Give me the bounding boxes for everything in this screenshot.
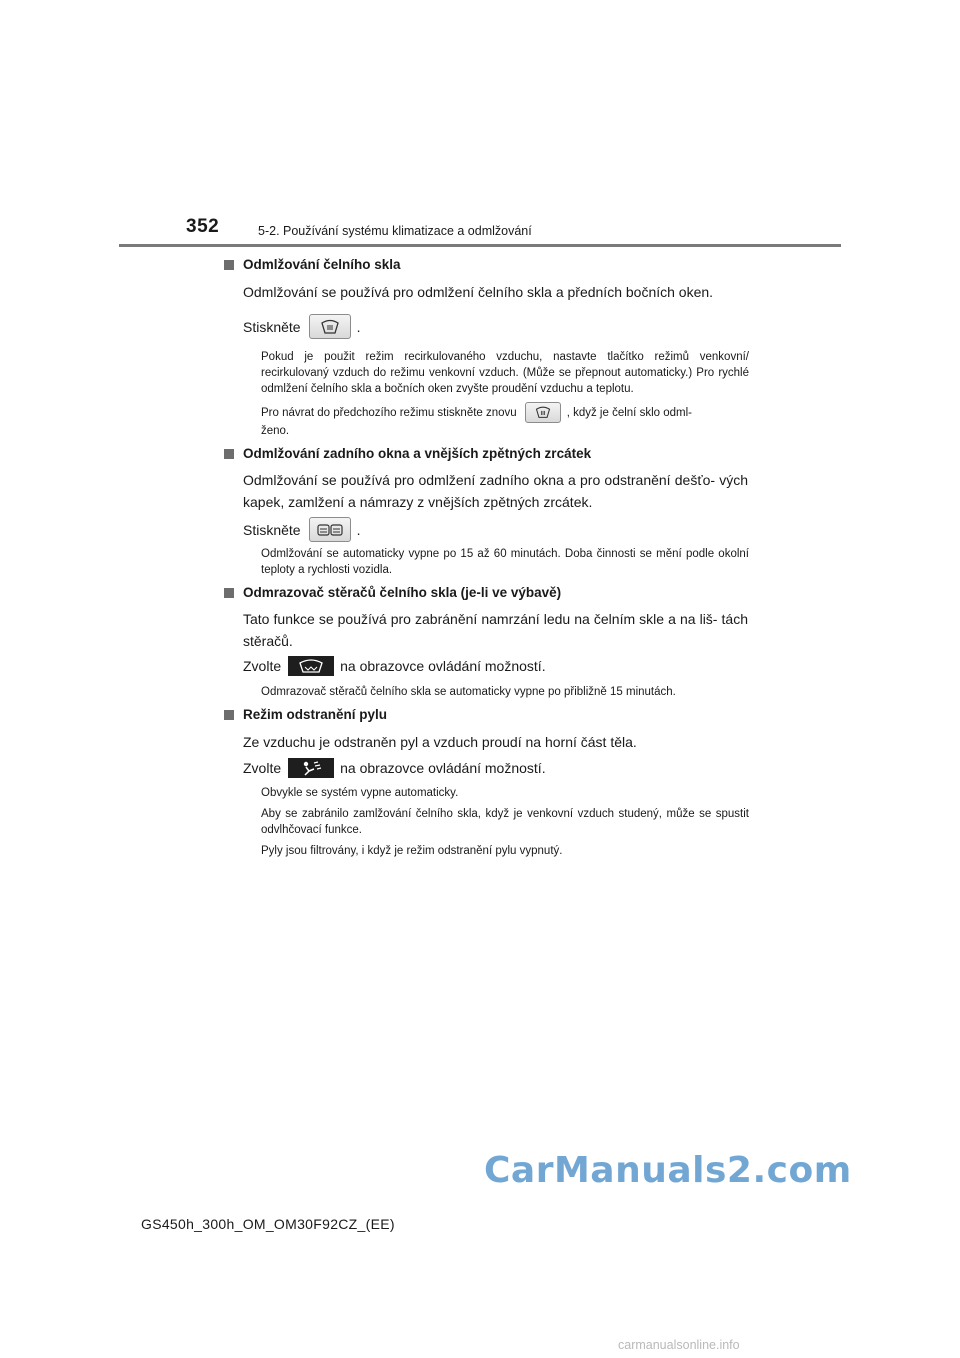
section-body: Odmlžování se používá pro odmlžení čelního skla a předních bočních oken.: [243, 284, 714, 300]
bullet-square-icon: [224, 449, 234, 459]
front-defroster-icon[interactable]: [309, 314, 351, 339]
section-heading-rear-defog: [224, 446, 591, 461]
note-suffix: , když je čelní sklo odml-: [566, 406, 692, 419]
note-text: Pyly jsou filtrovány, i když je režim odstranění pylu vypnutý.: [261, 845, 563, 857]
note-line: [261, 402, 692, 423]
press-suffix: .: [356, 521, 361, 538]
select-suffix: na obrazovce ovládání možností.: [340, 658, 546, 674]
section-title: Režim odstranění pylu: [243, 707, 388, 722]
header-divider: [119, 244, 841, 247]
document-code: GS450h_300h_OM_OM30F92CZ_(EE): [141, 1216, 395, 1232]
note-end: ženo.: [261, 425, 290, 437]
press-suffix: .: [356, 318, 361, 335]
note-text: Pokud je použit režim recirkulovaného vzduchu, nastavte tlačítko režimů venkovní/ recirkulovaný vzduch do režimu venkovní vzduch. (Může se přepnout automaticky.) Pro rychlé odmlžení čelního skla a bočních oken zvyšte proudění vzduchu a teplotu.: [261, 351, 749, 395]
section-heading-pollen-removal: [224, 707, 387, 722]
bullet-square-icon: [224, 588, 234, 598]
page-number: 352: [186, 216, 220, 237]
note-prefix: Pro návrat do předchozího režimu stiskněte znovu: [261, 406, 517, 419]
section-title: Odmlžování čelního skla: [243, 257, 401, 272]
wiper-deicer-icon[interactable]: [288, 656, 334, 676]
section-heading-windshield-defog: [224, 257, 401, 272]
note-text: Odmrazovač stěračů čelního skla se automaticky vypne po přibližně 15 minutách.: [261, 686, 676, 698]
instruction-line: [243, 758, 546, 778]
select-label: Zvolte: [243, 658, 282, 674]
section-body: Ze vzduchu je odstraněn pyl a vzduch proudí na horní část těla.: [243, 734, 637, 750]
bullet-square-icon: [224, 710, 234, 720]
select-suffix: na obrazovce ovládání možností.: [340, 760, 546, 776]
section-heading-wiper-deicer: [224, 585, 561, 600]
instruction-line: [243, 656, 546, 676]
front-defroster-icon[interactable]: [525, 402, 561, 423]
instruction-line: [243, 314, 360, 339]
section-title: Odmrazovač stěračů čelního skla (je-li ve výbavě): [243, 585, 562, 600]
instruction-line: [243, 517, 360, 542]
section-header-title: 5-2. Používání systému klimatizace a odmlžování: [258, 224, 532, 238]
note-text: Odmlžování se automaticky vypne po 15 až 60 minutách. Doba činnosti se mění podle okolní teploty a rychlosti vozidla.: [261, 548, 749, 576]
watermark-logo: CarManuals2.com: [484, 1150, 852, 1191]
watermark-url: carmanualsonline.info: [618, 1338, 740, 1352]
section-body: Tato funkce se používá pro zabránění namrzání ledu na čelním skle a na liš- tách stěračů.: [243, 611, 748, 649]
section-body: Odmlžování se používá pro odmlžení zadního okna a pro odstranění dešťo- vých kapek, zamlžení a námrazy z vnějších zpětných zrcátek.: [243, 472, 748, 510]
note-text: Obvykle se systém vypne automaticky.: [261, 787, 459, 799]
bullet-square-icon: [224, 260, 234, 270]
pollen-removal-icon[interactable]: [288, 758, 334, 778]
press-label: Stiskněte: [243, 521, 301, 538]
note-text: Aby se zabránilo zamlžování čelního skla, když je venkovní vzduch studený, může se spustit odvlhčovací funkce.: [261, 808, 749, 836]
section-title: Odmlžování zadního okna a vnějších zpětných zrcátek: [243, 446, 592, 461]
rear-defogger-mirror-icon[interactable]: [309, 517, 351, 542]
press-label: Stiskněte: [243, 318, 301, 335]
select-label: Zvolte: [243, 760, 282, 776]
